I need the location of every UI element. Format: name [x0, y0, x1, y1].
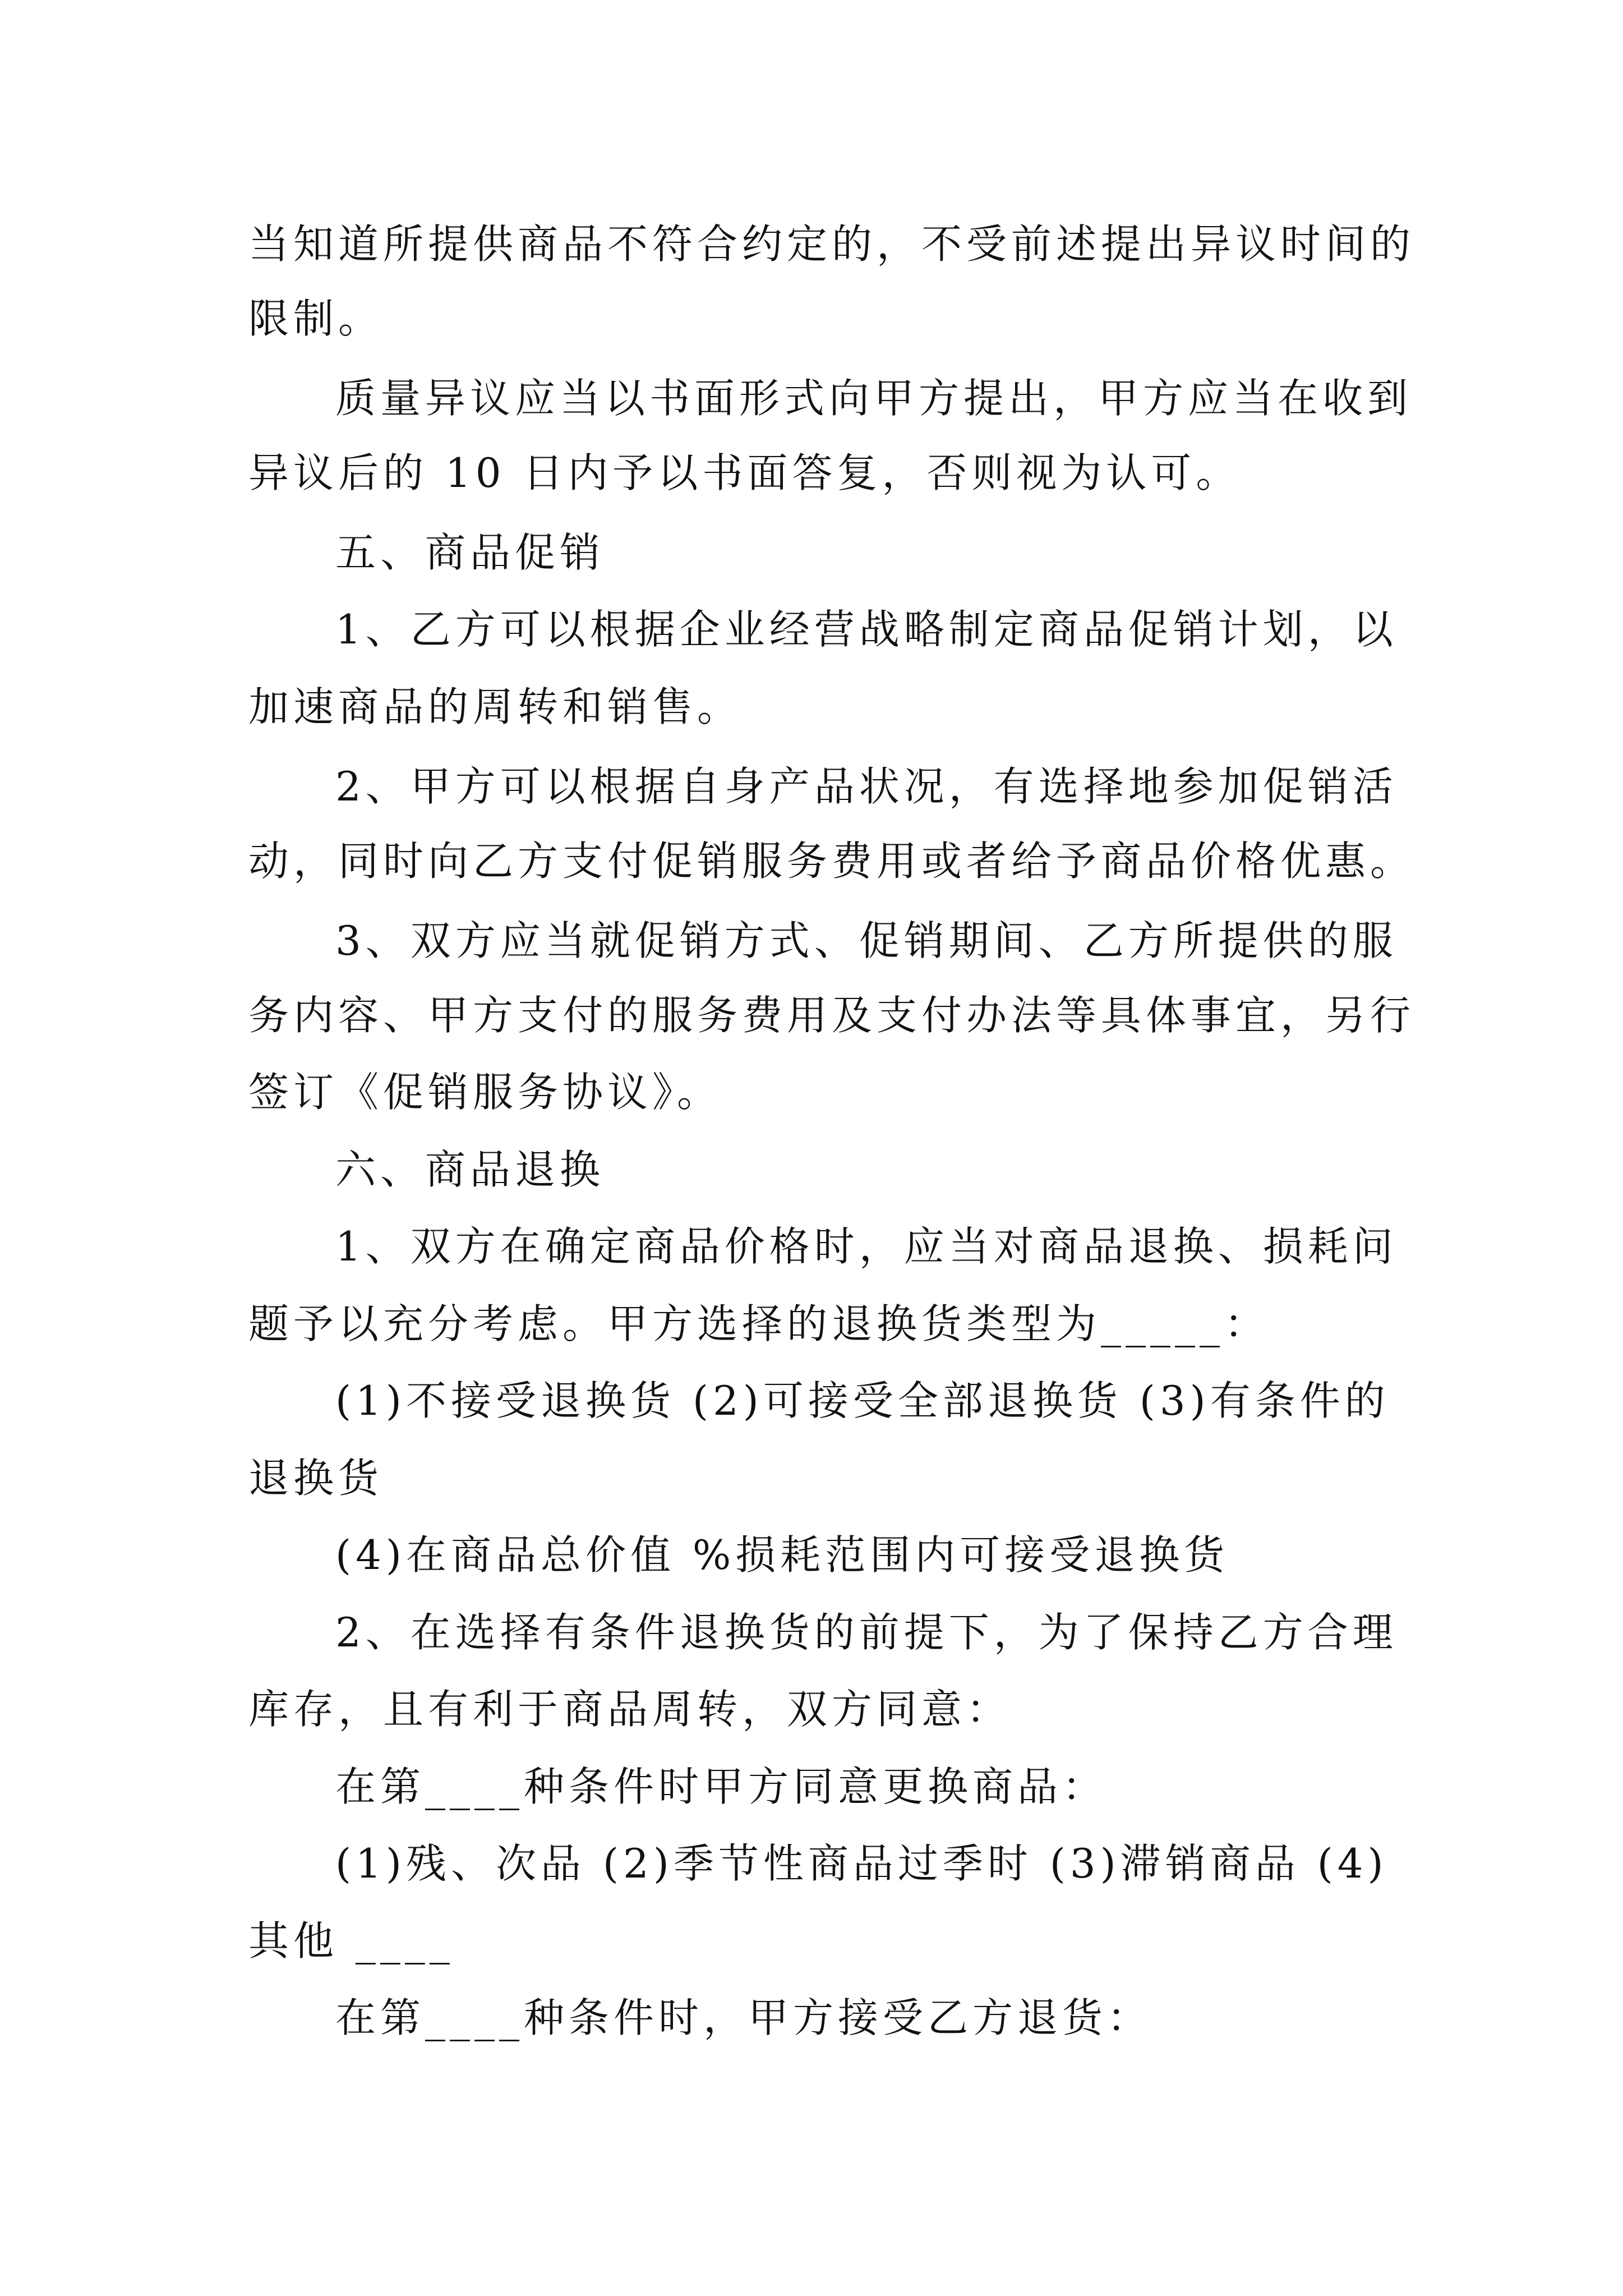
- text-line: 3、双方应当就促销方式、促销期间、乙方所提供的服: [335, 917, 1398, 964]
- text-line: (1)不接受退换货 (2)可接受全部退换货 (3)有条件的: [335, 1377, 1390, 1424]
- text-line: 题予以充分考虑。甲方选择的退换货类型为_____：: [248, 1300, 1270, 1347]
- text-line: 质量异议应当以书面形式向甲方提出，甲方应当在收到: [335, 375, 1413, 422]
- text-line: 1、乙方可以根据企业经营战略制定商品促销计划，以: [335, 606, 1398, 653]
- text-line: 在第____种条件时甲方同意更换商品：: [335, 1763, 1108, 1810]
- text-line: 2、在选择有条件退换货的前提下，为了保持乙方合理: [335, 1609, 1398, 1656]
- text-line: 在第____种条件时，甲方接受乙方退货：: [335, 1994, 1152, 2041]
- text-line: (4)在商品总价值 %损耗范围内可接受退换货: [335, 1531, 1229, 1579]
- section-heading: 五、商品促销: [335, 529, 605, 576]
- text-line: 库存，且有利于商品周转，双方同意：: [248, 1686, 1012, 1733]
- text-line: 当知道所提供商品不符合约定的，不受前述提出异议时间的: [248, 220, 1415, 268]
- text-line: 限制。: [248, 295, 384, 342]
- text-line: 务内容、甲方支付的服务费用及支付办法等具体事宜，另行: [248, 992, 1415, 1039]
- text-line: 退换货: [248, 1455, 384, 1502]
- text-line: 异议后的 10 日内予以书面答复，否则视为认可。: [248, 449, 1241, 496]
- text-line: 加速商品的周转和销售。: [248, 683, 743, 730]
- text-line: 其他 ____: [248, 1917, 454, 1964]
- text-line: 2、甲方可以根据自身产品状况，有选择地参加促销活: [335, 763, 1398, 810]
- text-line: 签订《促销服务协议》。: [248, 1069, 722, 1116]
- section-heading: 六、商品退换: [335, 1146, 605, 1193]
- text-line: 1、双方在确定商品价格时，应当对商品退换、损耗问: [335, 1223, 1398, 1270]
- text-line: 动，同时向乙方支付促销服务费用或者给予商品价格优惠。: [248, 838, 1415, 885]
- text-line: (1)残、次品 (2)季节性商品过季时 (3)滞销商品 (4): [335, 1840, 1388, 1887]
